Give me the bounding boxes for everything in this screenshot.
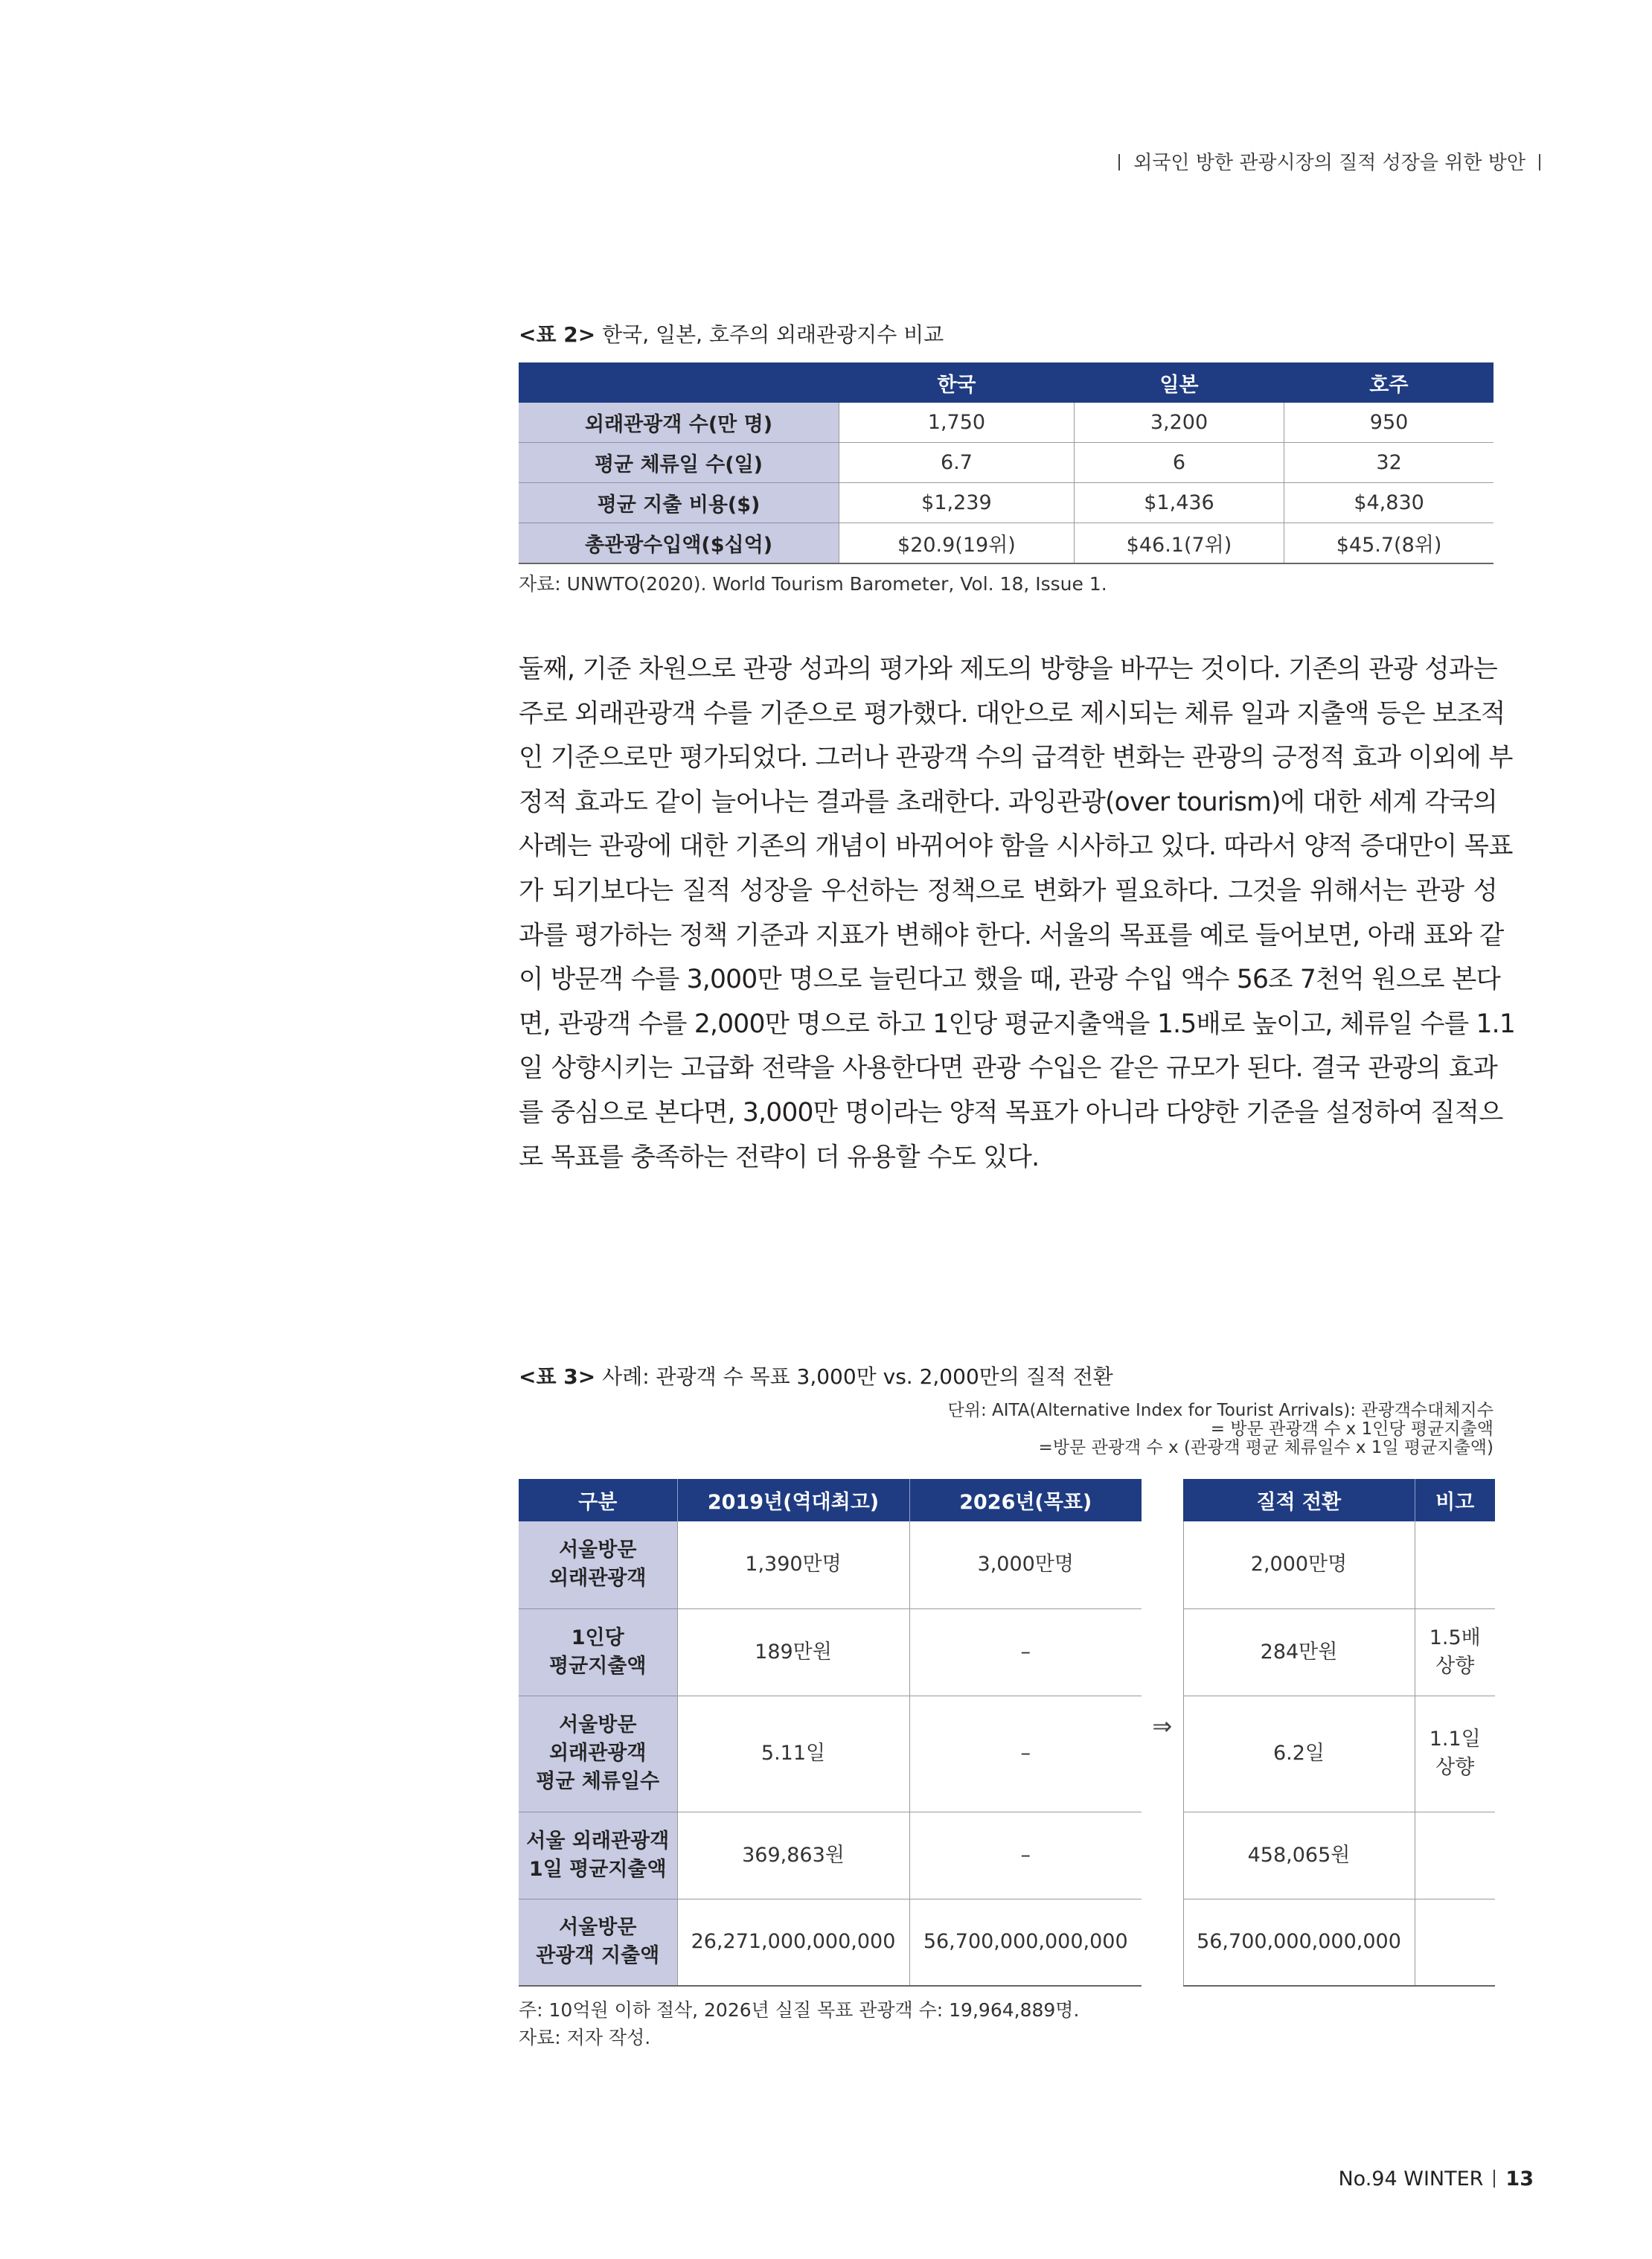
note-line: 상향 — [1435, 1654, 1475, 1678]
label-line: 서울방문 — [559, 1916, 637, 1940]
table3-gap-cell — [1142, 1521, 1183, 1608]
paragraph-line: 면, 관광객 수를 2,000만 명으로 하고 1인당 평균지출액을 1.5배로 높이고, 체류일 수를 1.1 — [519, 1009, 1515, 1039]
paragraph-line: 인 기준으로만 평가되었다. 그러나 관광객 수의 급격한 변화는 관광의 긍정적 효과 이외에 부 — [519, 743, 1513, 773]
body-paragraph — [519, 648, 1515, 1180]
note-line: 1.5배 — [1429, 1626, 1481, 1649]
table3-row-label — [519, 1521, 677, 1608]
table2-row-label: 평균 체류일 수(일) — [519, 443, 839, 483]
table-row — [519, 403, 1493, 443]
running-header — [1105, 147, 1540, 175]
table3-cell-note — [1415, 1696, 1495, 1812]
table2-cell: 3,200 — [1074, 403, 1284, 443]
label-line: 외래관광객 — [549, 1567, 647, 1591]
table2-cell: $20.9(19위) — [839, 523, 1075, 564]
paragraph-line: 를 중심으로 본다면, 3,000만 명이라는 양적 목표가 아니라 다양한 기준을 설정하여 질적으 — [519, 1097, 1503, 1128]
table-row — [519, 1696, 1495, 1812]
table-row — [519, 1812, 1495, 1899]
table3-cell-note — [1415, 1521, 1495, 1608]
table3 — [519, 1479, 1495, 1987]
table-row — [519, 1521, 1495, 1608]
table2-row-label: 총관광수입액($십억) — [519, 523, 839, 564]
paragraph-line: 둘째, 기준 차원으로 관광 성과의 평가와 제도의 방향을 바꾸는 것이다. 기존의 관광 성과는 — [519, 654, 1497, 684]
table2-cell: 6 — [1074, 443, 1284, 483]
label-line: 평균 체류일수 — [536, 1770, 660, 1793]
table-row — [519, 1608, 1495, 1696]
table3-row-label — [519, 1812, 677, 1899]
table3-header-cell: 질적 전환 — [1183, 1479, 1415, 1521]
unit-line: =방문 관광객 수 x (관광객 평균 체류일수 x 1일 평균지출액) — [1038, 1438, 1493, 1457]
table3-source: 자료: 저자 작성. — [519, 2027, 651, 2048]
paragraph-line: 사례는 관광에 대한 기존의 개념이 바뀌어야 함을 시사하고 있다. 따라서 양적 증대만이 목표 — [519, 831, 1513, 862]
table2-header-cell: 호주 — [1284, 362, 1493, 403]
table3-gap-cell — [1142, 1608, 1183, 1696]
table3-cell-note — [1415, 1812, 1495, 1899]
page-number: 13 — [1505, 2167, 1534, 2191]
table3-caption-text: 사례: 관광객 수 목표 3,000만 vs. 2,000만의 질적 전환 — [602, 1364, 1113, 1389]
table3-cell-shift: 458,065원 — [1183, 1812, 1415, 1899]
table2-cell: 1,750 — [839, 403, 1075, 443]
table3-cell-note — [1415, 1899, 1495, 1986]
paragraph-line: 과를 평가하는 정책 기준과 지표가 변해야 한다. 서울의 목표를 예로 들어보면, 아래 표와 같 — [519, 920, 1504, 950]
paragraph-line: 가 되기보다는 질적 성장을 우선하는 정책으로 변화가 필요하다. 그것을 위해서는 관광 성 — [519, 875, 1497, 906]
note-line: 1.1일 — [1429, 1728, 1481, 1751]
table3-cell-2019: 189만원 — [677, 1608, 909, 1696]
table2-row-label: 평균 지출 비용($) — [519, 483, 839, 523]
paragraph-line: 일 상향시키는 고급화 전략을 사용한다면 관광 수입은 같은 규모가 된다. 결국 관광의 효과 — [519, 1053, 1497, 1084]
table-row — [519, 483, 1493, 523]
label-line: 관광객 지출액 — [536, 1944, 660, 1968]
table3-cell-2019: 1,390만명 — [677, 1521, 909, 1608]
paragraph-line: 로 목표를 충족하는 전략이 더 유용할 수도 있다. — [519, 1142, 1040, 1172]
table2-cell: 950 — [1284, 403, 1493, 443]
table-row — [519, 443, 1493, 483]
table3-footnote: 주: 10억원 이하 절삭, 2026년 실질 목표 관광객 수: 19,964,889명. — [519, 1999, 1080, 2021]
label-line: 1인당 — [571, 1626, 624, 1649]
table3-cell-2026: – — [909, 1812, 1142, 1899]
table3-cell-shift: 56,700,000,000,000 — [1183, 1899, 1415, 1986]
table3-arrow: ⇒ — [1142, 1696, 1183, 1812]
unit-line: 단위: AITA(Alternative Index for Tourist Arrivals): 관광객수대체지수 — [947, 1401, 1493, 1420]
label-line: 서울 외래관광객 — [526, 1829, 670, 1853]
table2-header-cell: 일본 — [1074, 362, 1284, 403]
label-line: 서울방문 — [559, 1713, 637, 1736]
table2-cell: $1,239 — [839, 483, 1075, 523]
table3-cell-2026: – — [909, 1696, 1142, 1812]
table2-header-row — [519, 362, 1493, 403]
table2-cell: $46.1(7위) — [1074, 523, 1284, 564]
table3-header-cell: 2019년(역대최고) — [677, 1479, 909, 1521]
table3-cell-2026: 3,000만명 — [909, 1521, 1142, 1608]
table-row — [519, 523, 1493, 564]
table2-caption — [519, 319, 944, 348]
table2-cell: $4,830 — [1284, 483, 1493, 523]
table2-caption-text: 한국, 일본, 호주의 외래관광지수 비교 — [602, 322, 944, 347]
table3-gap-cell — [1142, 1899, 1183, 1986]
note-line: 상향 — [1435, 1756, 1475, 1779]
header-divider — [1118, 154, 1120, 170]
header-divider — [1539, 154, 1540, 170]
issue-label: No.94 WINTER — [1338, 2167, 1484, 2191]
table-row — [519, 1899, 1495, 1986]
table3-cell-shift: 284만원 — [1183, 1608, 1415, 1696]
table2 — [519, 362, 1493, 564]
table3-unit-note — [948, 1402, 1493, 1457]
table3-cell-2019: 369,863원 — [677, 1812, 909, 1899]
table3-header-cell: 비고 — [1415, 1479, 1495, 1521]
table3-cell-shift: 6.2일 — [1183, 1696, 1415, 1812]
footer-divider — [1493, 2170, 1495, 2188]
label-line: 외래관광객 — [549, 1742, 647, 1765]
table3-cell-2026: – — [909, 1608, 1142, 1696]
table3-notes — [519, 1996, 1079, 2051]
label-line: 서울방문 — [559, 1539, 637, 1562]
table3-row-label — [519, 1899, 677, 1986]
table2-row-label: 외래관광객 수(만 명) — [519, 403, 839, 443]
table2-cell: $45.7(8위) — [1284, 523, 1493, 564]
table3-header-row — [519, 1479, 1495, 1521]
table3-caption — [519, 1361, 1113, 1390]
table2-source: 자료: UNWTO(2020). World Tourism Barometer, Vol. 18, Issue 1. — [519, 573, 1107, 595]
running-title: 외국인 방한 관광시장의 질적 성장을 위한 방안 — [1133, 152, 1525, 174]
label-line: 1일 평균지출액 — [528, 1857, 667, 1881]
table3-cell-shift: 2,000만명 — [1183, 1521, 1415, 1608]
table3-cell-2019: 26,271,000,000,000 — [677, 1899, 909, 1986]
label-line: 평균지출액 — [549, 1654, 647, 1678]
table3-cell-2019: 5.11일 — [677, 1696, 909, 1812]
table3-header-cell: 2026년(목표) — [909, 1479, 1142, 1521]
paragraph-line: 이 방문객 수를 3,000만 명으로 늘린다고 했을 때, 관광 수입 액수 56조 7천억 원으로 본다 — [519, 965, 1501, 995]
table2-header-cell — [519, 362, 839, 403]
table2-cell: $1,436 — [1074, 483, 1284, 523]
table3-row-label — [519, 1696, 677, 1812]
paragraph-line: 주로 외래관광객 수를 기준으로 평가했다. 대안으로 제시되는 체류 일과 지출액 등은 보조적 — [519, 698, 1505, 729]
table2-cell: 6.7 — [839, 443, 1075, 483]
table3-cell-2026: 56,700,000,000,000 — [909, 1899, 1142, 1986]
table3-gap-cell — [1142, 1479, 1183, 1521]
table2-cell: 32 — [1284, 443, 1493, 483]
table3-caption-label: <표 3> — [519, 1364, 596, 1389]
table3-row-label — [519, 1608, 677, 1696]
table2-header-cell: 한국 — [839, 362, 1075, 403]
table2-caption-label: <표 2> — [519, 322, 596, 347]
paragraph-line: 정적 효과도 같이 늘어나는 결과를 초래한다. 과잉관광(over tourism)에 대한 세계 각국의 — [519, 787, 1497, 817]
table3-gap-cell — [1142, 1812, 1183, 1899]
table3-header-cell: 구분 — [519, 1479, 677, 1521]
page-footer — [1338, 2167, 1534, 2191]
table3-cell-note — [1415, 1608, 1495, 1696]
unit-line: = 방문 관광객 수 x 1인당 평균지출액 — [1210, 1419, 1493, 1439]
